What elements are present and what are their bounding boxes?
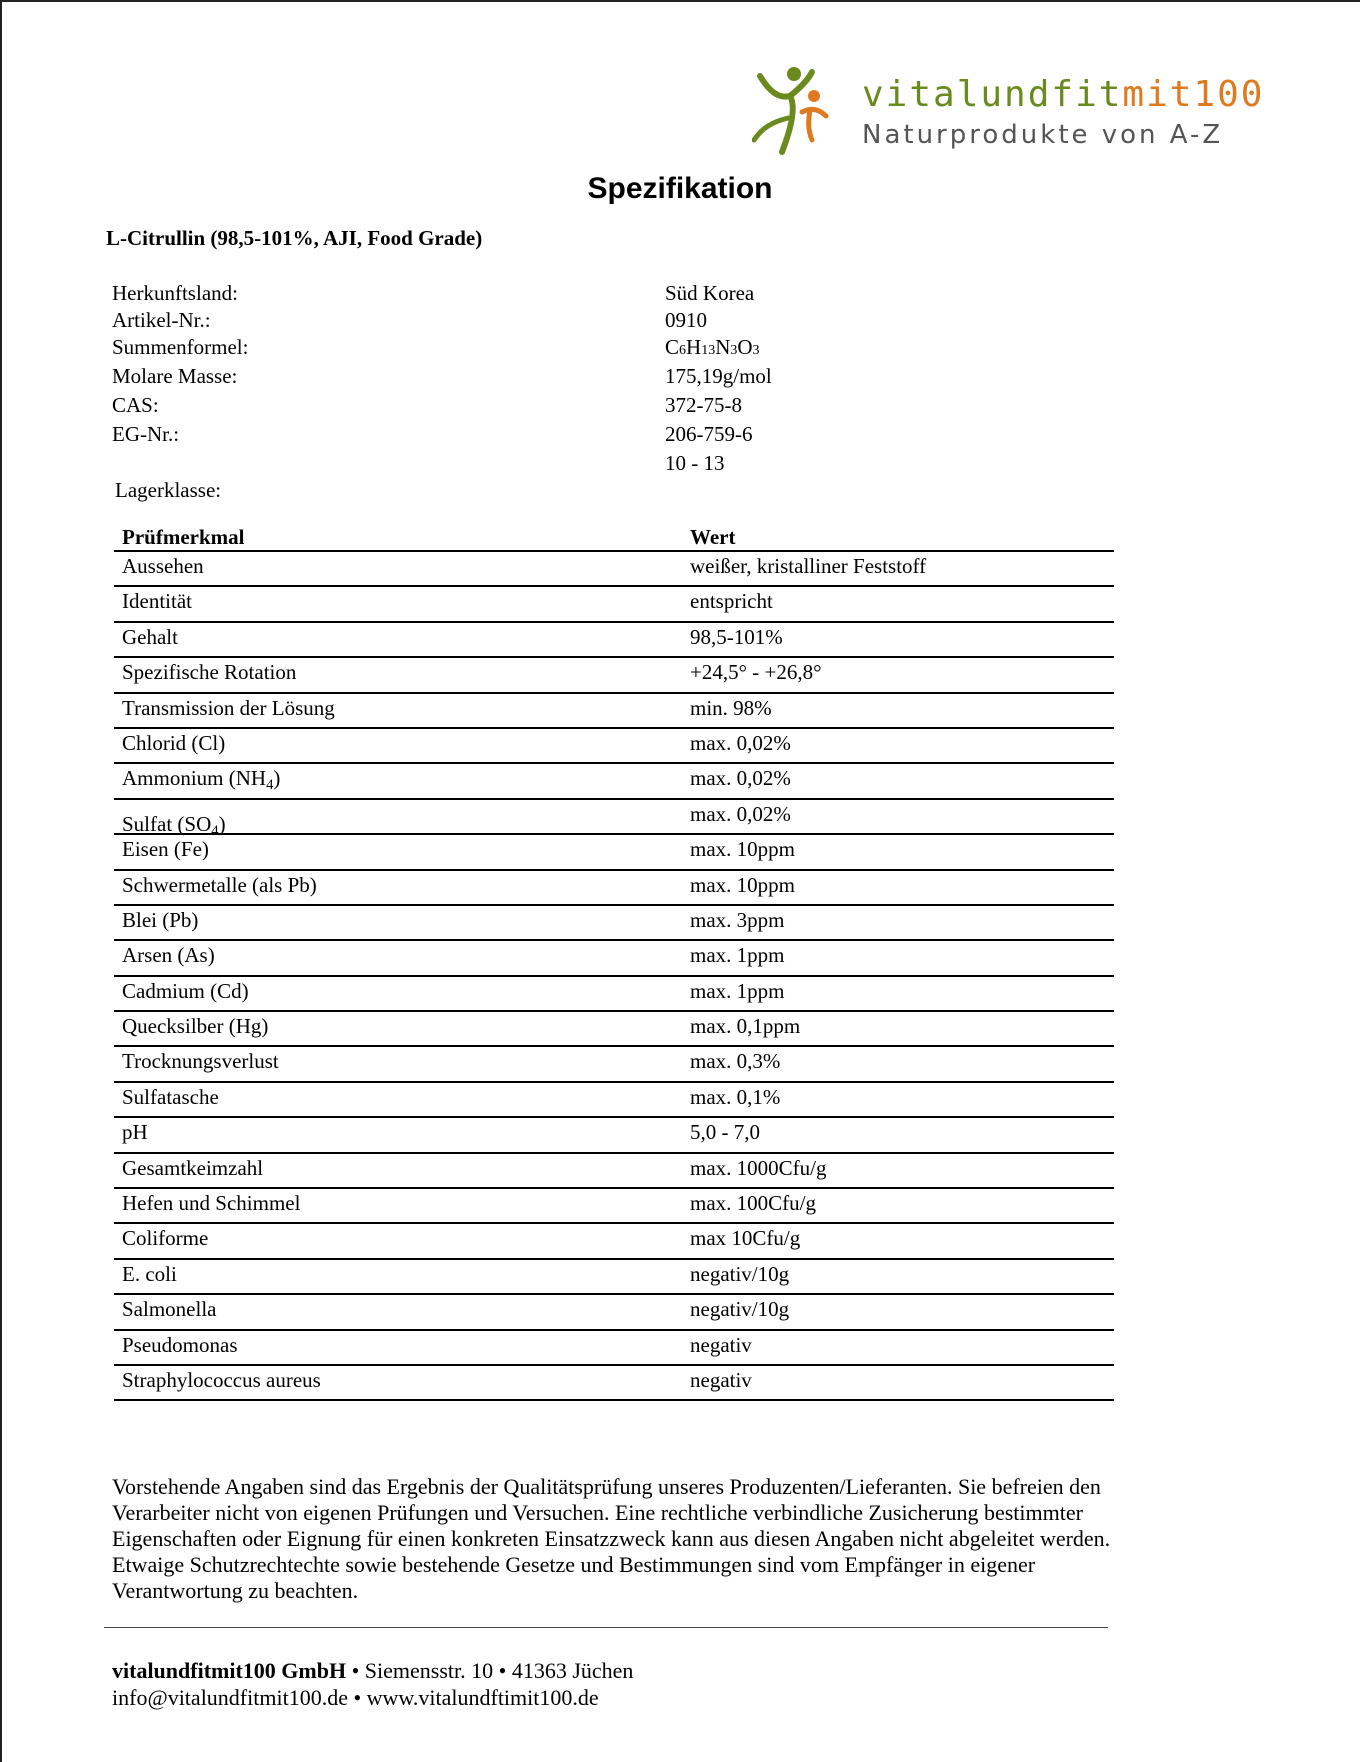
- table-row: [114, 1366, 1114, 1401]
- disclaimer-line: Verarbeiter nicht von eigenen Prüfungen und Versuchen. Eine rechtliche verbindliche Zusicherung bestimmter: [112, 1500, 1083, 1525]
- row-param: Trocknungsverlust: [122, 1049, 279, 1074]
- row-param: Sulfatasche: [122, 1084, 219, 1109]
- formel-o-count: 3: [752, 343, 760, 358]
- disclaimer-line: Eigenschaften oder Eignung für einen konkreten Einsatzzweck kann aus diesen Angaben nicht abgeleitet werden.: [112, 1526, 1111, 1551]
- table-row: [114, 658, 1114, 693]
- table-header: [114, 524, 1114, 552]
- row-value: max. 0,02%: [690, 730, 791, 755]
- formel-n-count: 3: [730, 343, 738, 358]
- formel-c-count: 6: [679, 343, 687, 358]
- row-param: Gesamtkeimzahl: [122, 1155, 264, 1180]
- table-row: [114, 941, 1114, 976]
- row-value: max. 0,02%: [690, 766, 791, 791]
- table-row: [114, 1331, 1114, 1366]
- row-value: weißer, kristalliner Feststoff: [690, 554, 927, 578]
- row-value: entspricht: [690, 589, 773, 614]
- table-row: [114, 977, 1114, 1012]
- footer-separator: [104, 1627, 1108, 1628]
- footer-company: vitalundfitmit100 GmbH: [112, 1658, 347, 1683]
- cas-value: 372-75-8: [665, 393, 742, 417]
- table-row: [114, 764, 1114, 799]
- row-param: Cadmium (Cd): [122, 978, 249, 1003]
- row-value: max. 0,1ppm: [690, 1014, 801, 1039]
- row-value: 98,5-101%: [690, 624, 783, 649]
- eg-value: 206-759-6: [665, 422, 753, 446]
- table-row: [114, 1295, 1114, 1330]
- table-row: [114, 1154, 1114, 1189]
- footer: [112, 1657, 633, 1711]
- formel-label: Summenformel:: [112, 335, 249, 359]
- masse-value: 175,19g/mol: [665, 364, 772, 388]
- table-row: [114, 1118, 1114, 1153]
- row-value: negativ/10g: [690, 1297, 790, 1322]
- table-row: [114, 1224, 1114, 1259]
- row-param: Chlorid (Cl): [122, 730, 226, 755]
- brand-accent: mit100: [1122, 74, 1265, 115]
- table-row: [114, 1260, 1114, 1295]
- table-row: [114, 587, 1114, 622]
- formel-n: N: [715, 335, 731, 359]
- row-param: pH: [122, 1120, 148, 1145]
- leaping-figures-icon: [752, 66, 832, 162]
- eg-label: EG-Nr.:: [112, 422, 180, 446]
- row-value: +24,5° - +26,8°: [690, 660, 822, 685]
- formel-h-count: 13: [701, 343, 716, 358]
- row-value: negativ: [690, 1332, 752, 1357]
- spec-table: [114, 524, 1114, 1401]
- row-value: max. 3ppm: [690, 907, 785, 932]
- row-param: Ammonium $(NH_4)$: [122, 766, 281, 794]
- table-row: [114, 800, 1114, 839]
- formel-value: [665, 335, 760, 360]
- row-param: Quecksilber (Hg): [122, 1014, 269, 1039]
- disclaimer-line: Verantwortung zu beachten.: [112, 1578, 359, 1603]
- row-value: max. 1ppm: [690, 943, 785, 968]
- row-param: Salmonella: [122, 1297, 217, 1322]
- table-row: [114, 835, 1114, 870]
- row-value: negativ/10g: [690, 1261, 790, 1286]
- disclaimer: [112, 1474, 1242, 1604]
- row-param: Spezifische Rotation: [122, 660, 297, 685]
- row-param: E. coli: [122, 1261, 177, 1286]
- disclaimer-line: Etwaige Schutzrechtechte sowie bestehende Gesetze und Bestimmungen sind vom Empfänger in eigener: [112, 1552, 1036, 1577]
- formel-c: C: [665, 335, 680, 359]
- table-body: [114, 552, 1114, 1401]
- row-param: Straphylococcus aureus: [122, 1367, 321, 1392]
- row-value: max. 100Cfu/g: [690, 1191, 816, 1216]
- row-param: Hefen und Schimmel: [122, 1191, 301, 1216]
- row-value: min. 98%: [690, 695, 772, 720]
- table-row: [114, 623, 1114, 658]
- row-param: Blei (Pb): [122, 907, 199, 932]
- brand-tagline: Naturprodukte von A-Z: [862, 120, 1224, 150]
- table-row: [114, 729, 1114, 764]
- row-value: negativ: [690, 1367, 752, 1392]
- row-value: max. 1000Cfu/g: [690, 1155, 827, 1180]
- row-param: Sulfat $(SO_4)$: [122, 811, 226, 839]
- table-row: [114, 1047, 1114, 1082]
- lager-value: 10 - 13: [665, 451, 725, 475]
- row-value: max 10Cfu/g: [690, 1226, 801, 1251]
- row-param: Gehalt: [122, 624, 178, 649]
- herkunft-label: Herkunftsland:: [112, 281, 238, 305]
- footer-address: • Siemensstr. 10 • 41363 Jüchen: [346, 1658, 634, 1683]
- company-logo: [752, 66, 1265, 162]
- row-value: max. 0,3%: [690, 1049, 781, 1074]
- row-param: Identität: [122, 589, 192, 614]
- artikel-label: Artikel-Nr.:: [112, 308, 211, 332]
- lager-label: Lagerklasse:: [115, 478, 222, 502]
- table-row: [114, 552, 1114, 587]
- row-value: max. 0,02%: [690, 801, 791, 826]
- header-value: Wert: [690, 525, 736, 549]
- masse-label: Molare Masse:: [112, 364, 238, 388]
- row-value: 5,0 - 7,0: [690, 1120, 760, 1145]
- row-param: Coliforme: [122, 1226, 209, 1251]
- row-value: max. 1ppm: [690, 978, 785, 1003]
- table-row: [114, 906, 1114, 941]
- footer-contact: info@vitalundfitmit100.de • www.vitalundftimit100.de: [112, 1685, 599, 1710]
- table-row: [114, 1012, 1114, 1047]
- row-value: max. 10ppm: [690, 872, 795, 897]
- disclaimer-line: Vorstehende Angaben sind das Ergebnis der Qualitätsprüfung unseres Produzenten/Lieferanten. Sie befreien den: [112, 1474, 1101, 1499]
- table-row: [114, 871, 1114, 906]
- row-value: max. 10ppm: [690, 837, 795, 862]
- herkunft-value: Süd Korea: [665, 281, 755, 305]
- row-param: Aussehen: [122, 554, 204, 578]
- table-row: [114, 1083, 1114, 1118]
- formel-h: H: [686, 335, 702, 359]
- header-param: Prüfmerkmal: [122, 525, 245, 549]
- row-value: max. 0,1%: [690, 1084, 781, 1109]
- cas-label: CAS:: [112, 393, 159, 417]
- footer-address-line: [112, 1657, 633, 1684]
- artikel-value: 0910: [665, 308, 707, 332]
- row-param: Eisen (Fe): [122, 837, 209, 862]
- page-title: Spezifikation: [587, 172, 773, 205]
- brand-name: [862, 74, 1264, 115]
- product-name: L-Citrullin (98,5-101%, AJI, Food Grade): [106, 226, 483, 250]
- brand-main: vitalundfit: [862, 74, 1123, 115]
- row-param: Pseudomonas: [122, 1332, 238, 1357]
- row-param: Transmission der Lösung: [122, 695, 335, 720]
- table-row: [114, 694, 1114, 729]
- formel-o: O: [737, 335, 753, 359]
- row-param: Arsen (As): [122, 943, 215, 968]
- row-param: Schwermetalle (als Pb): [122, 872, 317, 897]
- table-row: [114, 1189, 1114, 1224]
